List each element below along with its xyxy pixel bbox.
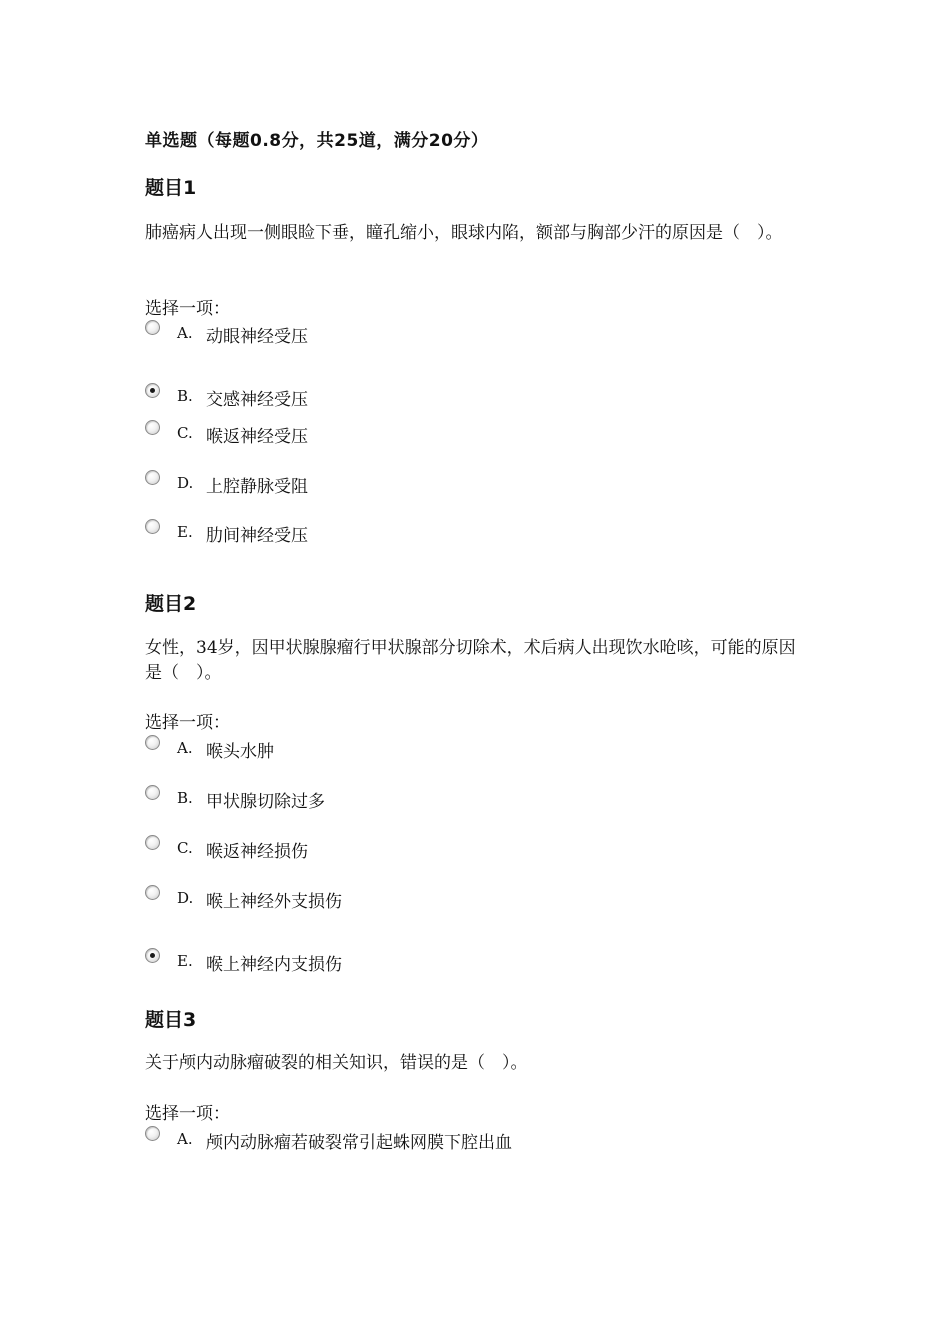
option-text: 喉上神经内支损伤: [206, 955, 342, 975]
option-letter: A.: [177, 739, 193, 757]
q3-option-a[interactable]: [145, 1126, 745, 1154]
question-3-prompt: 选择一项：: [145, 1104, 230, 1124]
radio-button-unchecked-icon[interactable]: [145, 735, 160, 750]
option-letter: B.: [177, 789, 193, 807]
option-text: 甲状腺切除过多: [206, 792, 325, 812]
option-text: 颅内动脉瘤若破裂常引起蛛网膜下腔出血: [206, 1133, 512, 1153]
q2-option-d[interactable]: [145, 885, 745, 913]
q2-option-e[interactable]: [145, 948, 745, 976]
q2-option-c[interactable]: [145, 835, 745, 863]
question-2-heading: 题目2: [145, 593, 197, 615]
option-text: 喉返神经损伤: [206, 842, 308, 862]
q1-option-d[interactable]: [145, 470, 745, 498]
question-2-text: 女性，34岁，因甲状腺腺瘤行甲状腺部分切除术，术后病人出现饮水呛咳，可能的原因是（ ）。: [145, 638, 796, 683]
option-letter: E.: [177, 523, 193, 541]
radio-button-unchecked-icon[interactable]: [145, 470, 160, 485]
radio-button-unchecked-icon[interactable]: [145, 1126, 160, 1141]
radio-button-checked-icon[interactable]: [145, 383, 160, 398]
q2-option-b[interactable]: [145, 785, 745, 813]
radio-button-unchecked-icon[interactable]: [145, 519, 160, 534]
radio-button-unchecked-icon[interactable]: [145, 835, 160, 850]
radio-button-unchecked-icon[interactable]: [145, 420, 160, 435]
option-text: 动眼神经受压: [206, 327, 308, 347]
question-3-text: 关于颅内动脉瘤破裂的相关知识，错误的是（ ）。: [145, 1053, 528, 1073]
q1-option-b[interactable]: [145, 383, 745, 411]
option-letter: B.: [177, 387, 193, 405]
option-text: 喉返神经受压: [206, 427, 308, 447]
option-letter: D.: [177, 889, 194, 907]
radio-button-checked-icon[interactable]: [145, 948, 160, 963]
option-letter: C.: [177, 424, 193, 442]
option-text: 喉上神经外支损伤: [206, 892, 342, 912]
radio-button-unchecked-icon[interactable]: [145, 320, 160, 335]
option-letter: C.: [177, 839, 193, 857]
radio-button-unchecked-icon[interactable]: [145, 785, 160, 800]
question-1-prompt: 选择一项：: [145, 299, 230, 319]
question-2-prompt: 选择一项：: [145, 713, 230, 733]
option-letter: A.: [177, 1130, 193, 1148]
option-letter: A.: [177, 324, 193, 342]
radio-button-unchecked-icon[interactable]: [145, 885, 160, 900]
q1-option-a[interactable]: [145, 320, 745, 348]
option-text: 喉头水肿: [206, 742, 274, 762]
option-letter: D.: [177, 474, 194, 492]
option-text: 上腔静脉受阻: [206, 477, 308, 497]
question-1-heading: 题目1: [145, 177, 197, 199]
option-text: 肋间神经受压: [206, 526, 308, 546]
question-1-text: 肺癌病人出现一侧眼睑下垂，瞳孔缩小，眼球内陷，额部与胸部少汗的原因是（ ）。: [145, 223, 783, 243]
option-text: 交感神经受压: [206, 390, 308, 410]
q2-option-a[interactable]: [145, 735, 745, 763]
q1-option-c[interactable]: [145, 420, 745, 448]
option-letter: E.: [177, 952, 193, 970]
q1-option-e[interactable]: [145, 519, 745, 547]
question-3-heading: 题目3: [145, 1009, 197, 1031]
section-title: 单选题（每题0.8分，共25道，满分20分）: [145, 131, 489, 151]
